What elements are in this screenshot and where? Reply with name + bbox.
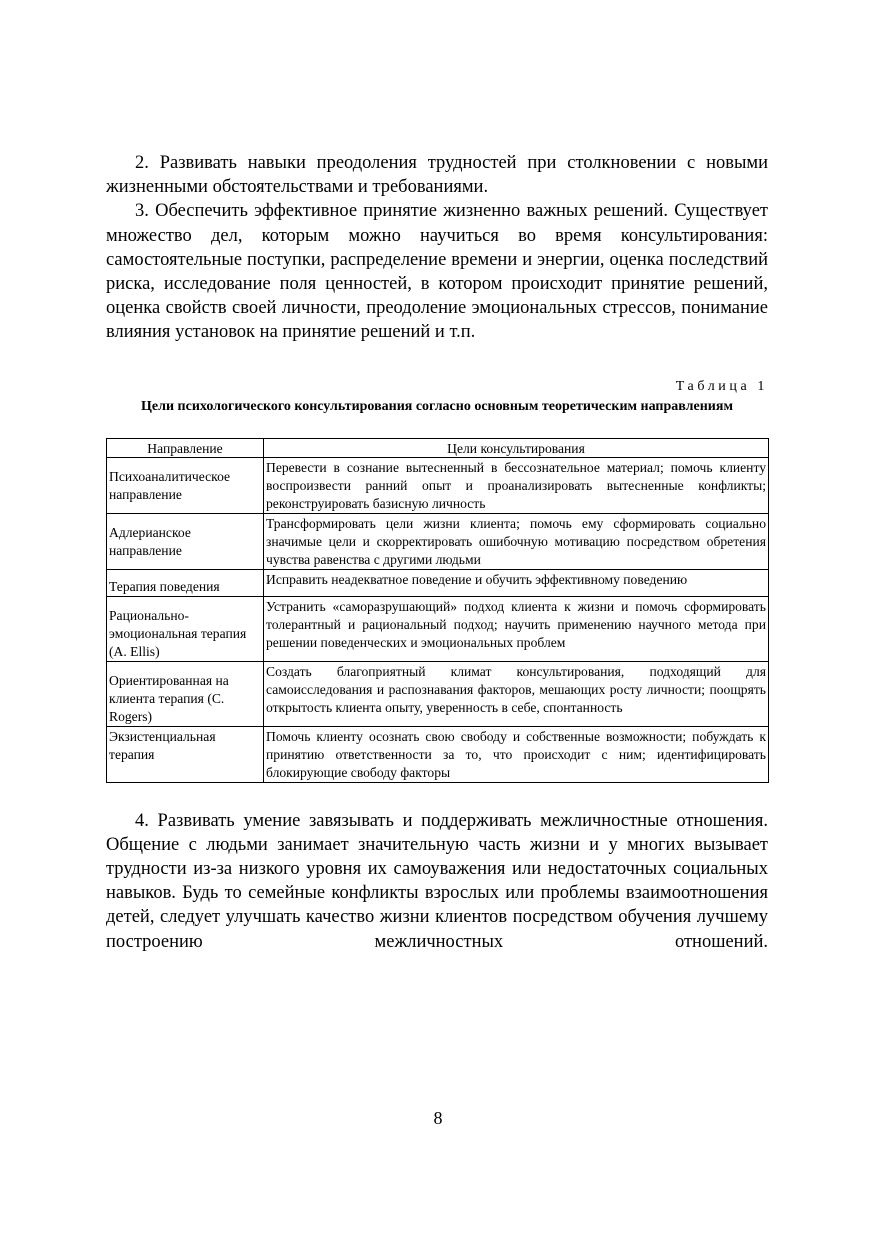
paragraph-goal-3: 3. Обеспечить эффективное принятие жизненно важных решений. Существует множество дел, которым можно научиться во время консультирования: самостоятельные поступки, распределение времени и энергии, оценка последствий риска, исследование поля ценностей, в котором происходит принятие решений, оценка свойств своей личности, преодоление эмоциональных стрессов, понимание влияния установок на принятие решений и т.п. — [106, 201, 768, 343]
goals-cell: Создать благоприятный климат консультирования, подходящий для самоисследования и распознавания факторов, мешающих росту личности; поощрять открытость клиента опыту, уверенность в себе, спонтанность — [264, 661, 769, 726]
table-header-row — [107, 438, 769, 457]
page-content — [106, 151, 768, 978]
table-row — [107, 661, 769, 726]
direction-cell: Ориентированная на клиента терапия (C. Rogers) — [107, 661, 264, 726]
table-row — [107, 569, 769, 596]
goals-cell: Устранить «саморазрушающий» подход клиента к жизни и помочь сформировать толерантный и рациональный подход; научить применению научного метода при решении поведенческих и эмоциональных проблем — [264, 596, 769, 661]
table-row — [107, 457, 769, 513]
table-title: Цели психологического консультирования согласно основным теоретическим направлениям — [141, 398, 733, 414]
table-label: Таблица 1 — [675, 378, 768, 394]
goals-cell: Трансформировать цели жизни клиента; помочь ему сформировать социально значимые цели и скорректировать ошибочную мотивацию посредством обретения чувства равенства с другими людьми — [264, 513, 769, 569]
goals-table — [106, 438, 769, 783]
paragraph-goal-4: 4. Развивать умение завязывать и поддерживать межличностные отношения. Общение с людьми занимает значительную часть жизни и у многих вызывает трудности из-за низкого уровня их самоуважения или недостаточных социальных навыков. Будь то семейные конфликты взрослых или проблемы взаимоотношения детей, следует улучшать качество жизни клиентов посредством обучения лучшему построению межличностных отношений. — [106, 810, 768, 952]
page-number: 8 — [433, 1108, 443, 1128]
direction-cell: Рационально-эмоциональная терапия (A. Ellis) — [107, 596, 264, 661]
table-row — [107, 596, 769, 661]
goals-cell: Помочь клиенту осознать свою свободу и собственные возможности; побуждать к принятию ответственности за то, что происходит с ним; идентифицировать блокирующие свободу факторы — [264, 726, 769, 782]
direction-cell: Терапия поведения — [107, 569, 264, 596]
header-goals: Цели консультирования — [264, 438, 769, 457]
direction-cell: Экзистенциальная терапия — [107, 726, 264, 782]
goals-cell: Исправить неадекватное поведение и обучить эффективному поведению — [264, 569, 769, 596]
paragraph-goal-2: 2. Развивать навыки преодоления трудностей при столкновении с новыми жизненными обстоятельствами и требованиями. — [106, 153, 768, 198]
goals-cell: Перевести в сознание вытесненный в бессознательное материал; помочь клиенту воспроизвести ранний опыт и проанализировать вытесненные конфликты; реконструировать базисную личность — [264, 457, 769, 513]
table-row — [107, 513, 769, 569]
header-direction: Направление — [107, 438, 264, 457]
direction-cell: Психоаналитическое направление — [107, 457, 264, 513]
direction-cell: Адлерианское направление — [107, 513, 264, 569]
table-row — [107, 726, 769, 782]
